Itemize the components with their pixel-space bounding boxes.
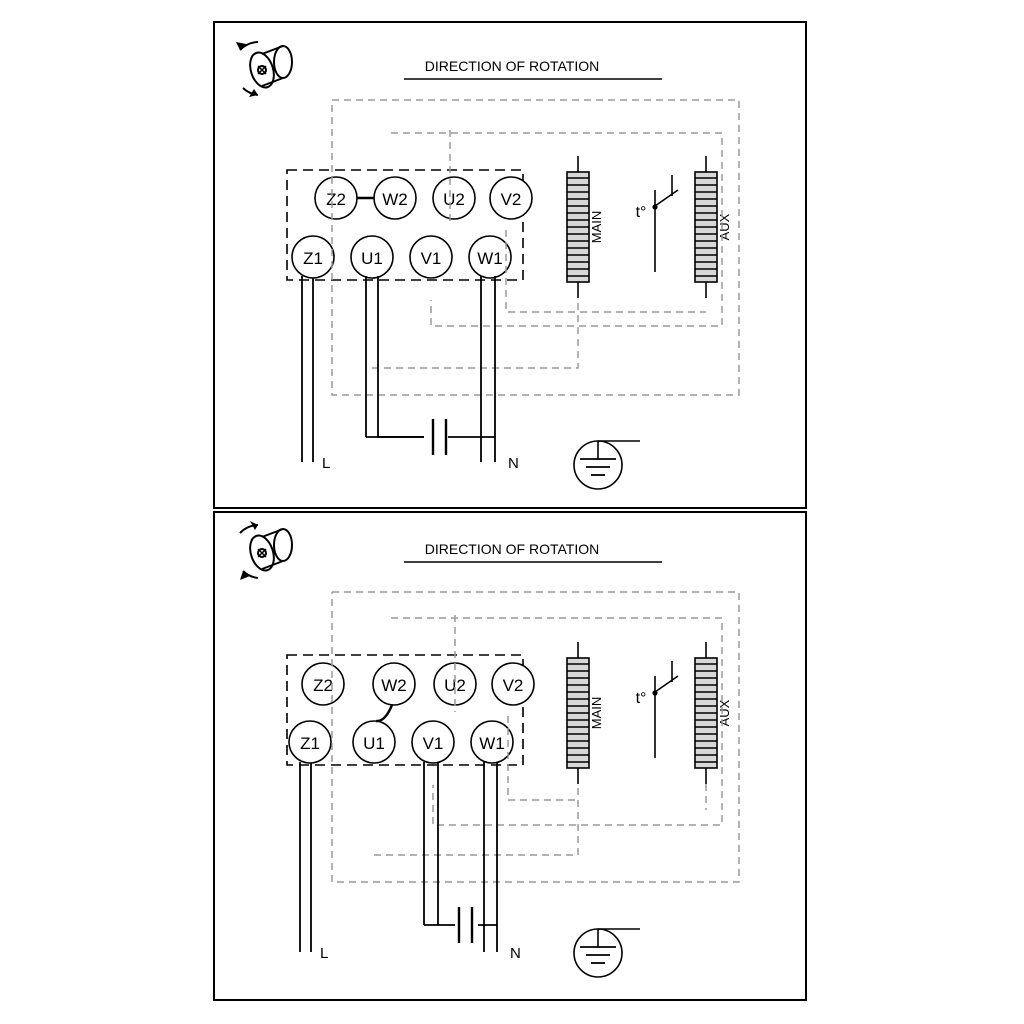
internal-wiring-dashed [332,100,739,395]
earth-ground-symbol [574,441,640,489]
supply-label-line-2: L [320,945,329,962]
heading-direction-of-rotation: DIRECTION OF ROTATION [424,58,600,74]
terminals-top-2 [302,663,534,705]
thermal-switch-label: t° [635,204,647,221]
supply-label-neutral: N [508,455,519,472]
winding-main-label-2: MAIN [589,696,604,730]
jumper-w2-u1 [376,705,392,721]
winding-aux-label-2: AUX [717,699,732,727]
terminal-label-z2-2: Z2 [313,676,333,695]
heading-direction-of-rotation-2: DIRECTION OF ROTATION [424,541,600,557]
supply-wiring [302,276,495,462]
thermal-switch-label-2: t° [635,690,647,707]
terminal-label-w2-2: W2 [381,676,407,695]
terminals-bottom-2 [289,721,513,763]
supply-wiring-2 [300,762,497,952]
terminal-label-z1: Z1 [303,249,323,268]
winding-main-label: MAIN [589,210,604,244]
capacitor-2 [459,907,472,943]
winding-aux [695,156,732,298]
terminal-label-u1: U1 [361,249,383,268]
thermal-switch [636,175,678,272]
winding-aux-label: AUX [717,213,732,241]
terminal-label-u2-2: U2 [444,676,466,695]
terminal-label-v2-2: V2 [502,676,524,695]
motor-shaft-rotation-icon [236,42,292,97]
terminals-bottom [292,236,511,278]
winding-aux-2 [695,642,732,784]
motor-shaft-rotation-icon-2 [240,521,292,580]
terminal-label-u1-2: U1 [363,734,385,753]
diagram-top [236,42,739,489]
terminal-label-v1-2: V1 [422,734,444,753]
terminals-top [315,177,532,219]
terminal-label-z1-2: Z1 [300,734,320,753]
terminal-label-v2: V2 [500,190,522,209]
terminal-label-u2: U2 [443,190,465,209]
supply-label-line: L [322,455,331,472]
winding-main-2 [567,642,604,784]
capacitor [433,419,446,455]
terminal-label-v1: V1 [420,249,442,268]
earth-ground-symbol-2 [574,929,640,977]
terminal-label-z2: Z2 [326,190,346,209]
diagram-bottom [240,521,739,977]
terminal-label-w2: W2 [382,190,408,209]
supply-label-neutral-2: N [510,945,521,962]
terminal-label-w1-2: W1 [479,734,505,753]
thermal-switch-2 [636,661,678,758]
winding-main [567,156,604,298]
terminal-label-w1: W1 [477,249,503,268]
